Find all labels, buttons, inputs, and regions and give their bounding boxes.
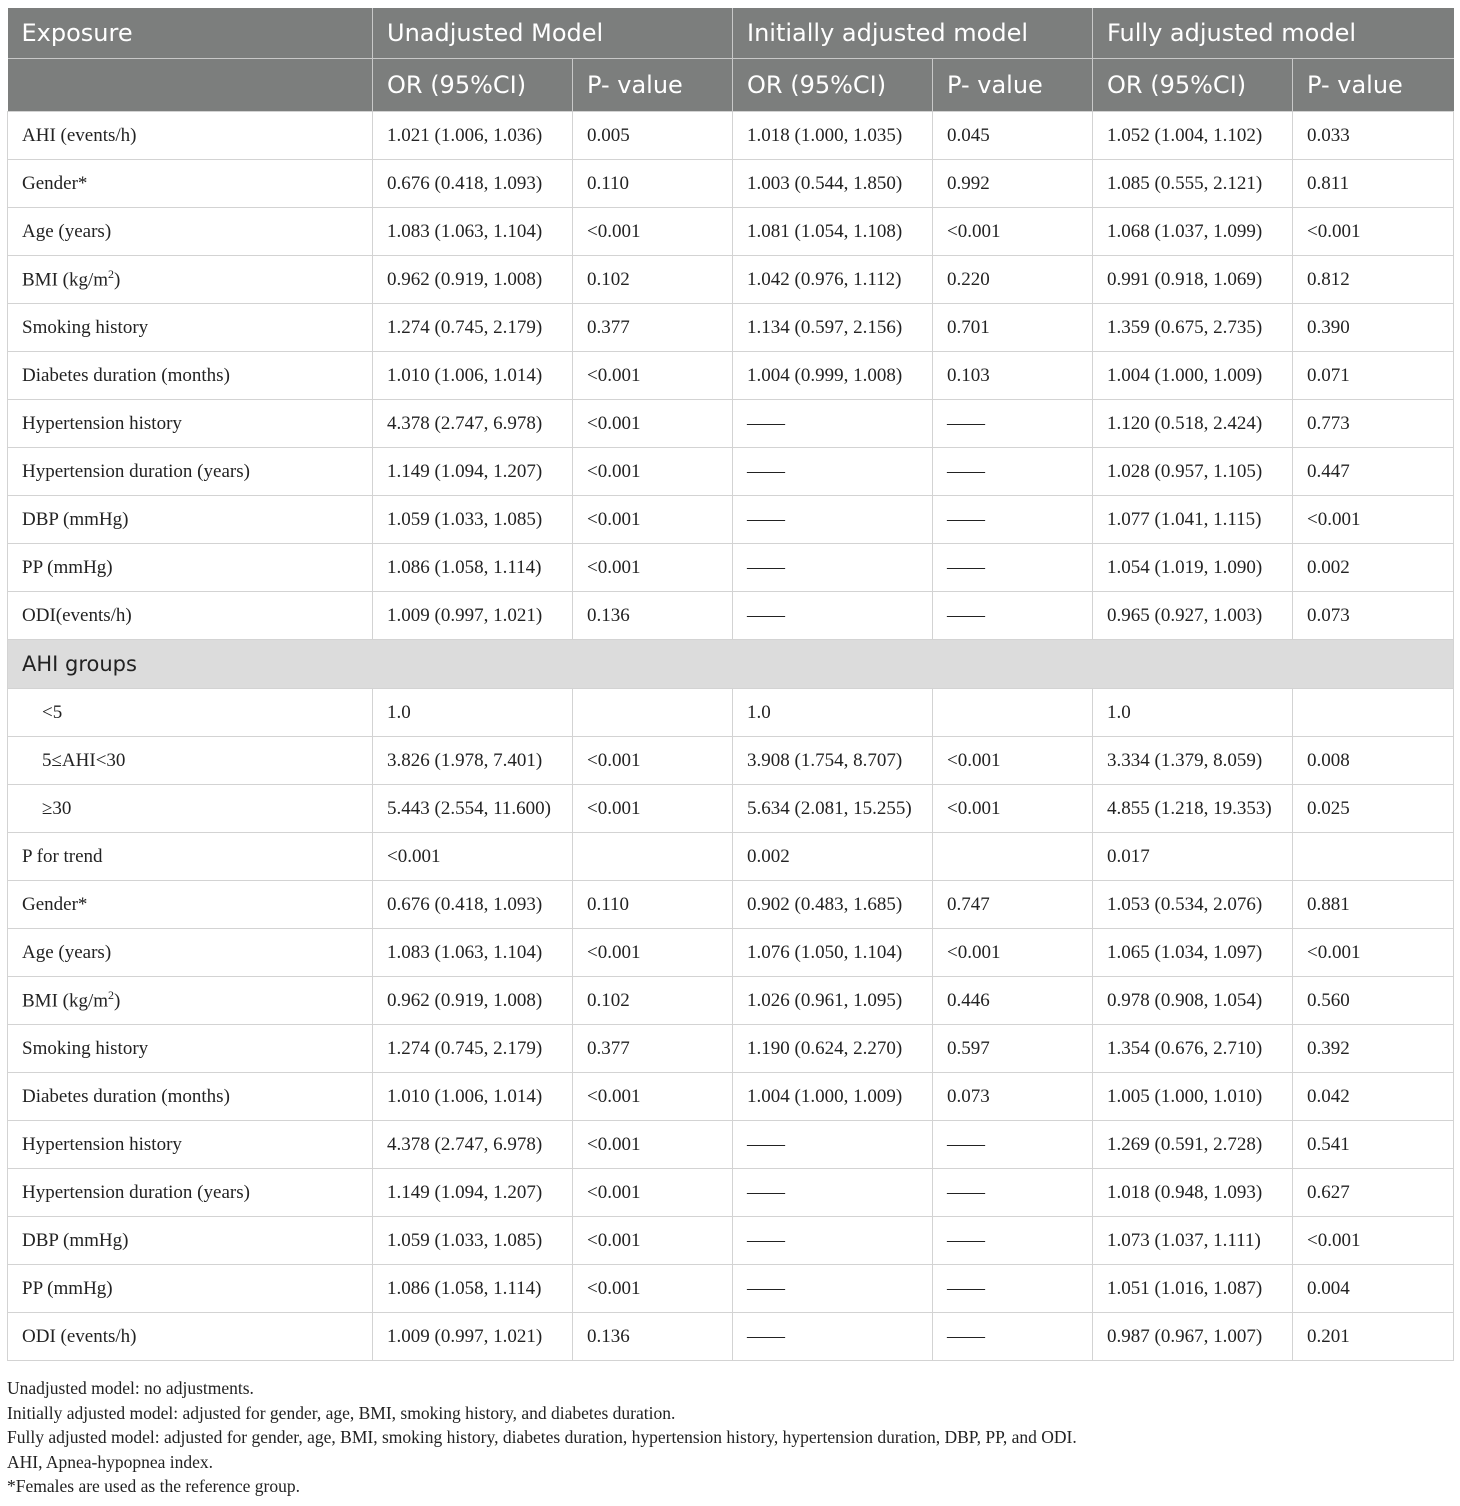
p-value-cell bbox=[1293, 689, 1454, 737]
footnote-line: Unadjusted model: no adjustments. bbox=[7, 1378, 254, 1398]
footnote-line: Fully adjusted model: adjusted for gender, age, BMI, smoking history, diabetes duration, hypertension history, hypertension duration, DBP, PP, and ODI. bbox=[7, 1427, 1077, 1447]
p-value-cell bbox=[573, 689, 733, 737]
p-value-cell: 0.110 bbox=[573, 881, 733, 929]
or-ci-header: OR (95%CI) bbox=[373, 59, 573, 112]
or-ci-cell: 1.009 (0.997, 1.021) bbox=[373, 592, 573, 640]
or-ci-cell: 1.190 (0.624, 2.270) bbox=[733, 1025, 933, 1073]
p-value-cell: <0.001 bbox=[573, 496, 733, 544]
or-ci-cell: 3.826 (1.978, 7.401) bbox=[373, 737, 573, 785]
or-ci-header: OR (95%CI) bbox=[1093, 59, 1293, 112]
p-value-cell: <0.001 bbox=[933, 929, 1093, 977]
or-ci-cell: 4.855 (1.218, 19.353) bbox=[1093, 785, 1293, 833]
p-value-cell: 0.042 bbox=[1293, 1073, 1454, 1121]
or-ci-cell: 0.991 (0.918, 1.069) bbox=[1093, 256, 1293, 304]
or-ci-cell: 1.354 (0.676, 2.710) bbox=[1093, 1025, 1293, 1073]
or-ci-cell: —— bbox=[733, 1169, 933, 1217]
exposure-label: ODI(events/h) bbox=[8, 592, 373, 640]
or-ci-cell: 1.120 (0.518, 2.424) bbox=[1093, 400, 1293, 448]
table-row bbox=[8, 208, 1454, 256]
table-row bbox=[8, 1313, 1454, 1361]
p-value-cell: 0.110 bbox=[573, 160, 733, 208]
exposure-label: BMI $(kg/m^2)$ bbox=[8, 256, 373, 304]
p-value-cell: 0.073 bbox=[933, 1073, 1093, 1121]
exposure-label: Smoking history bbox=[8, 304, 373, 352]
or-ci-cell: 1.053 (0.534, 2.076) bbox=[1093, 881, 1293, 929]
p-value-cell: 0.377 bbox=[573, 1025, 733, 1073]
or-ci-cell: 0.676 (0.418, 1.093) bbox=[373, 160, 573, 208]
table-row bbox=[8, 1121, 1454, 1169]
p-value-cell: 0.073 bbox=[1293, 592, 1454, 640]
or-ci-cell: 1.003 (0.544, 1.850) bbox=[733, 160, 933, 208]
or-ci-cell: —— bbox=[733, 592, 933, 640]
p-value-cell: <0.001 bbox=[573, 1217, 733, 1265]
group-header-row bbox=[8, 640, 1454, 689]
or-ci-cell: 0.962 (0.919, 1.008) bbox=[373, 977, 573, 1025]
or-ci-cell: 1.018 (1.000, 1.035) bbox=[733, 112, 933, 160]
or-ci-header: OR (95%CI) bbox=[733, 59, 933, 112]
or-ci-cell: 1.059 (1.033, 1.085) bbox=[373, 1217, 573, 1265]
exposure-label: 5≤AHI<30 bbox=[8, 737, 373, 785]
or-ci-cell: 1.004 (1.000, 1.009) bbox=[733, 1073, 933, 1121]
p-value-cell: —— bbox=[933, 592, 1093, 640]
p-value-cell: 0.025 bbox=[1293, 785, 1454, 833]
or-ci-cell: 1.086 (1.058, 1.114) bbox=[373, 1265, 573, 1313]
or-ci-cell: 1.021 (1.006, 1.036) bbox=[373, 112, 573, 160]
table-row bbox=[8, 544, 1454, 592]
p-value-cell: 0.811 bbox=[1293, 160, 1454, 208]
exposure-label: Diabetes duration (months) bbox=[8, 352, 373, 400]
p-value-cell: <0.001 bbox=[1293, 496, 1454, 544]
or-ci-cell: 1.010 (1.006, 1.014) bbox=[373, 1073, 573, 1121]
or-ci-cell: 1.051 (1.016, 1.087) bbox=[1093, 1265, 1293, 1313]
table-row bbox=[8, 112, 1454, 160]
p-value-header: P- value bbox=[1293, 59, 1454, 112]
or-ci-cell: 1.004 (0.999, 1.008) bbox=[733, 352, 933, 400]
p-value-cell: 0.136 bbox=[573, 1313, 733, 1361]
or-ci-cell: —— bbox=[733, 496, 933, 544]
p-value-cell: 0.201 bbox=[1293, 1313, 1454, 1361]
p-value-cell: <0.001 bbox=[1293, 1217, 1454, 1265]
exposure-label: Age (years) bbox=[8, 208, 373, 256]
p-value-cell: <0.001 bbox=[573, 544, 733, 592]
p-value-cell: —— bbox=[933, 1217, 1093, 1265]
model-header-fully-adjusted: Fully adjusted model bbox=[1093, 8, 1454, 59]
p-value-cell: <0.001 bbox=[933, 785, 1093, 833]
exposure-header: Exposure bbox=[8, 8, 373, 59]
or-ci-cell: 0.978 (0.908, 1.054) bbox=[1093, 977, 1293, 1025]
p-value-cell: <0.001 bbox=[573, 1121, 733, 1169]
or-ci-cell: 1.085 (0.555, 2.121) bbox=[1093, 160, 1293, 208]
or-ci-cell: 1.004 (1.000, 1.009) bbox=[1093, 352, 1293, 400]
p-value-cell bbox=[933, 833, 1093, 881]
p-value-cell: 0.377 bbox=[573, 304, 733, 352]
exposure-label: BMI $(kg/m^2)$ bbox=[8, 977, 373, 1025]
p-value-cell: <0.001 bbox=[1293, 929, 1454, 977]
p-value-cell: 0.220 bbox=[933, 256, 1093, 304]
or-ci-cell: 1.134 (0.597, 2.156) bbox=[733, 304, 933, 352]
table-row bbox=[8, 1025, 1454, 1073]
p-value-cell: 0.812 bbox=[1293, 256, 1454, 304]
p-value-header: P- value bbox=[933, 59, 1093, 112]
p-value-cell: 0.071 bbox=[1293, 352, 1454, 400]
p-value-cell: 0.627 bbox=[1293, 1169, 1454, 1217]
p-value-cell: —— bbox=[933, 1265, 1093, 1313]
p-value-cell: 0.102 bbox=[573, 256, 733, 304]
or-ci-cell: 1.026 (0.961, 1.095) bbox=[733, 977, 933, 1025]
p-value-cell: 0.446 bbox=[933, 977, 1093, 1025]
or-ci-cell: 0.002 bbox=[733, 833, 933, 881]
p-value-cell: 0.004 bbox=[1293, 1265, 1454, 1313]
exposure-label: ODI (events/h) bbox=[8, 1313, 373, 1361]
exposure-label: Age (years) bbox=[8, 929, 373, 977]
or-ci-cell: 0.902 (0.483, 1.685) bbox=[733, 881, 933, 929]
exposure-subheader-empty bbox=[8, 59, 373, 112]
or-ci-cell: <0.001 bbox=[373, 833, 573, 881]
table-row bbox=[8, 833, 1454, 881]
or-ci-cell: 0.017 bbox=[1093, 833, 1293, 881]
exposure-label: PP (mmHg) bbox=[8, 544, 373, 592]
or-ci-cell: 1.009 (0.997, 1.021) bbox=[373, 1313, 573, 1361]
exposure-label: <5 bbox=[8, 689, 373, 737]
exposure-label: Hypertension duration (years) bbox=[8, 1169, 373, 1217]
exposure-label: Hypertension duration (years) bbox=[8, 448, 373, 496]
p-value-cell: 0.881 bbox=[1293, 881, 1454, 929]
or-ci-cell: 1.077 (1.041, 1.115) bbox=[1093, 496, 1293, 544]
or-ci-cell: 1.149 (1.094, 1.207) bbox=[373, 448, 573, 496]
or-ci-cell: —— bbox=[733, 1217, 933, 1265]
or-ci-cell: 0.676 (0.418, 1.093) bbox=[373, 881, 573, 929]
exposure-label: ≥30 bbox=[8, 785, 373, 833]
p-value-cell: 0.773 bbox=[1293, 400, 1454, 448]
table-row bbox=[8, 929, 1454, 977]
p-value-cell: 0.103 bbox=[933, 352, 1093, 400]
or-ci-cell: —— bbox=[733, 1313, 933, 1361]
or-ci-cell: 1.269 (0.591, 2.728) bbox=[1093, 1121, 1293, 1169]
p-value-cell: <0.001 bbox=[573, 1265, 733, 1313]
or-ci-cell: 1.083 (1.063, 1.104) bbox=[373, 929, 573, 977]
p-value-cell: 0.045 bbox=[933, 112, 1093, 160]
table-row bbox=[8, 400, 1454, 448]
p-value-cell: 0.136 bbox=[573, 592, 733, 640]
p-value-cell: 0.992 bbox=[933, 160, 1093, 208]
p-value-cell: —— bbox=[933, 1313, 1093, 1361]
table-row bbox=[8, 352, 1454, 400]
p-value-cell: 0.033 bbox=[1293, 112, 1454, 160]
exposure-label: Smoking history bbox=[8, 1025, 373, 1073]
table-footnotes bbox=[7, 1376, 1077, 1499]
or-ci-cell: 1.059 (1.033, 1.085) bbox=[373, 496, 573, 544]
p-value-cell: 0.701 bbox=[933, 304, 1093, 352]
table-row bbox=[8, 304, 1454, 352]
or-ci-cell: 1.359 (0.675, 2.735) bbox=[1093, 304, 1293, 352]
table-header bbox=[8, 8, 1454, 112]
p-value-cell: —— bbox=[933, 400, 1093, 448]
or-ci-cell: 1.042 (0.976, 1.112) bbox=[733, 256, 933, 304]
or-ci-cell: 1.0 bbox=[1093, 689, 1293, 737]
p-value-cell: —— bbox=[933, 1121, 1093, 1169]
or-ci-cell: 1.054 (1.019, 1.090) bbox=[1093, 544, 1293, 592]
or-ci-cell: 1.081 (1.054, 1.108) bbox=[733, 208, 933, 256]
p-value-cell: —— bbox=[933, 496, 1093, 544]
footnote-line: Initially adjusted model: adjusted for gender, age, BMI, smoking history, and diabetes duration. bbox=[7, 1402, 676, 1423]
table-row bbox=[8, 881, 1454, 929]
p-value-cell: <0.001 bbox=[1293, 208, 1454, 256]
exposure-label: Gender* bbox=[8, 881, 373, 929]
or-ci-cell: 1.028 (0.957, 1.105) bbox=[1093, 448, 1293, 496]
table-row bbox=[8, 1169, 1454, 1217]
or-ci-cell: 1.005 (1.000, 1.010) bbox=[1093, 1073, 1293, 1121]
or-ci-cell: 0.965 (0.927, 1.003) bbox=[1093, 592, 1293, 640]
p-value-cell: 0.002 bbox=[1293, 544, 1454, 592]
p-value-cell: 0.390 bbox=[1293, 304, 1454, 352]
model-header-initially-adjusted: Initially adjusted model bbox=[733, 8, 1093, 59]
or-ci-cell: 0.987 (0.967, 1.007) bbox=[1093, 1313, 1293, 1361]
p-value-cell: 0.747 bbox=[933, 881, 1093, 929]
p-value-cell: <0.001 bbox=[573, 929, 733, 977]
or-ci-cell: —— bbox=[733, 448, 933, 496]
or-ci-cell: 4.378 (2.747, 6.978) bbox=[373, 400, 573, 448]
table-row bbox=[8, 1073, 1454, 1121]
p-value-cell: <0.001 bbox=[933, 737, 1093, 785]
odds-ratio-table bbox=[7, 8, 1454, 1361]
p-value-cell bbox=[573, 833, 733, 881]
or-ci-cell: 5.443 (2.554, 11.600) bbox=[373, 785, 573, 833]
exposure-label: Diabetes duration (months) bbox=[8, 1073, 373, 1121]
p-value-cell: 0.597 bbox=[933, 1025, 1093, 1073]
exposure-label: Hypertension history bbox=[8, 1121, 373, 1169]
or-ci-cell: —— bbox=[733, 1265, 933, 1313]
or-ci-cell: —— bbox=[733, 544, 933, 592]
p-value-cell: 0.447 bbox=[1293, 448, 1454, 496]
table-row bbox=[8, 977, 1454, 1025]
or-ci-cell: 1.086 (1.058, 1.114) bbox=[373, 544, 573, 592]
p-value-cell: <0.001 bbox=[573, 352, 733, 400]
table-row bbox=[8, 1217, 1454, 1265]
p-value-cell: —— bbox=[933, 448, 1093, 496]
p-value-cell: <0.001 bbox=[573, 1169, 733, 1217]
exposure-label: P for trend bbox=[8, 833, 373, 881]
or-ci-cell: —— bbox=[733, 1121, 933, 1169]
p-value-cell: 0.541 bbox=[1293, 1121, 1454, 1169]
p-value-cell: <0.001 bbox=[573, 400, 733, 448]
or-ci-cell: 1.0 bbox=[373, 689, 573, 737]
or-ci-cell: 1.052 (1.004, 1.102) bbox=[1093, 112, 1293, 160]
or-ci-cell: 1.274 (0.745, 2.179) bbox=[373, 304, 573, 352]
or-ci-cell: 1.065 (1.034, 1.097) bbox=[1093, 929, 1293, 977]
or-ci-cell: 1.068 (1.037, 1.099) bbox=[1093, 208, 1293, 256]
or-ci-cell: 1.0 bbox=[733, 689, 933, 737]
exposure-label: PP (mmHg) bbox=[8, 1265, 373, 1313]
p-value-cell: 0.005 bbox=[573, 112, 733, 160]
p-value-cell: 0.008 bbox=[1293, 737, 1454, 785]
or-ci-cell: 1.010 (1.006, 1.014) bbox=[373, 352, 573, 400]
or-ci-cell: 5.634 (2.081, 15.255) bbox=[733, 785, 933, 833]
p-value-cell: 0.392 bbox=[1293, 1025, 1454, 1073]
model-header-unadjusted: Unadjusted Model bbox=[373, 8, 733, 59]
or-ci-cell: 3.908 (1.754, 8.707) bbox=[733, 737, 933, 785]
table-row bbox=[8, 689, 1454, 737]
exposure-label: AHI (events/h) bbox=[8, 112, 373, 160]
or-ci-cell: 0.962 (0.919, 1.008) bbox=[373, 256, 573, 304]
table-row bbox=[8, 785, 1454, 833]
or-ci-cell: 4.378 (2.747, 6.978) bbox=[373, 1121, 573, 1169]
p-value-cell: <0.001 bbox=[573, 208, 733, 256]
p-value-cell bbox=[1293, 833, 1454, 881]
p-value-cell: —— bbox=[933, 544, 1093, 592]
or-ci-cell: 1.076 (1.050, 1.104) bbox=[733, 929, 933, 977]
table-row bbox=[8, 256, 1454, 304]
table-row bbox=[8, 160, 1454, 208]
exposure-label: Hypertension history bbox=[8, 400, 373, 448]
table-row bbox=[8, 737, 1454, 785]
table-row bbox=[8, 1265, 1454, 1313]
p-value-cell: <0.001 bbox=[933, 208, 1093, 256]
or-ci-cell: 1.149 (1.094, 1.207) bbox=[373, 1169, 573, 1217]
footnote-line: AHI, Apnea-hypopnea index. bbox=[7, 1451, 214, 1472]
or-ci-cell: 1.083 (1.063, 1.104) bbox=[373, 208, 573, 256]
table-body bbox=[8, 112, 1454, 1361]
p-value-cell: <0.001 bbox=[573, 785, 733, 833]
exposure-label: DBP (mmHg) bbox=[8, 496, 373, 544]
p-value-cell: 0.102 bbox=[573, 977, 733, 1025]
or-ci-cell: 1.274 (0.745, 2.179) bbox=[373, 1025, 573, 1073]
exposure-label: Gender* bbox=[8, 160, 373, 208]
p-value-header: P- value bbox=[573, 59, 733, 112]
footnote-line: *Females are used as the reference group. bbox=[7, 1476, 300, 1496]
table-row bbox=[8, 448, 1454, 496]
group-label: AHI groups bbox=[8, 640, 1454, 689]
table-row bbox=[8, 592, 1454, 640]
exposure-label: DBP (mmHg) bbox=[8, 1217, 373, 1265]
p-value-cell: <0.001 bbox=[573, 448, 733, 496]
p-value-cell: <0.001 bbox=[573, 737, 733, 785]
or-ci-cell: 1.073 (1.037, 1.111) bbox=[1093, 1217, 1293, 1265]
table-row bbox=[8, 496, 1454, 544]
or-ci-cell: 1.018 (0.948, 1.093) bbox=[1093, 1169, 1293, 1217]
or-ci-cell: —— bbox=[733, 400, 933, 448]
p-value-cell: —— bbox=[933, 1169, 1093, 1217]
p-value-cell bbox=[933, 689, 1093, 737]
p-value-cell: 0.560 bbox=[1293, 977, 1454, 1025]
or-ci-cell: 3.334 (1.379, 8.059) bbox=[1093, 737, 1293, 785]
p-value-cell: <0.001 bbox=[573, 1073, 733, 1121]
